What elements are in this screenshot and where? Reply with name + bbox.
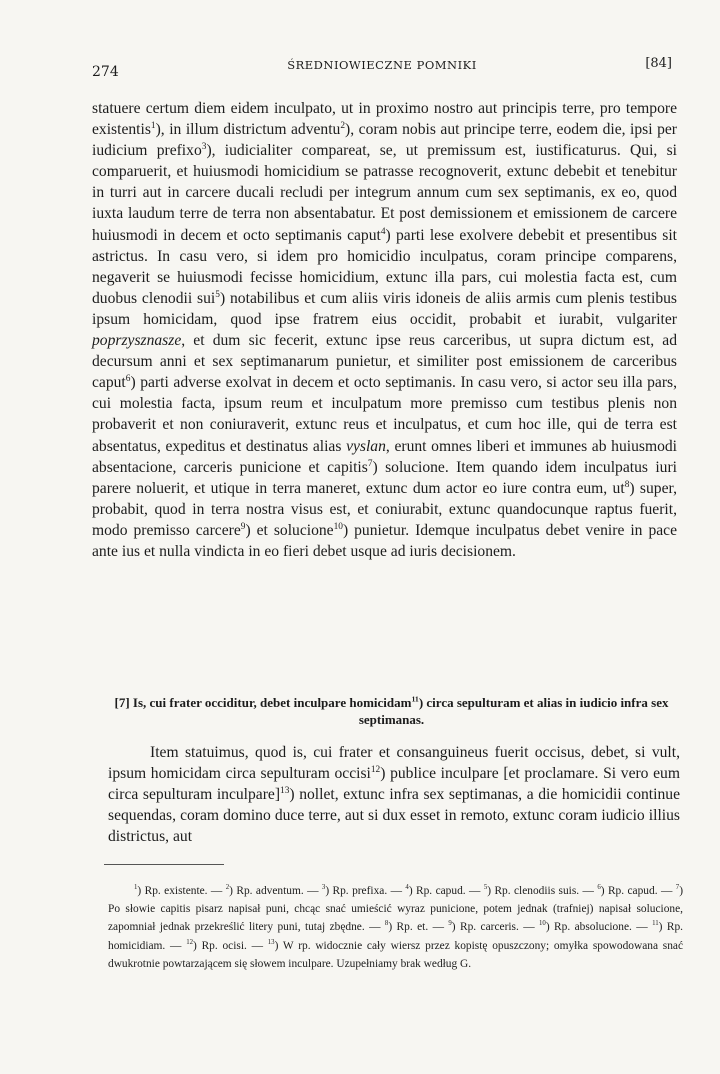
footnote-marker: 6	[597, 884, 601, 892]
footnote-marker: 9	[240, 521, 246, 532]
footnote-marker: 4	[380, 226, 386, 237]
footnote-marker: 8	[624, 479, 630, 490]
footnote-marker: 10	[539, 920, 546, 928]
footnote-marker: 3	[201, 142, 207, 152]
footnote-divider	[104, 864, 224, 865]
footnote-marker: 4	[405, 884, 409, 892]
footnote-marker: 1	[134, 884, 138, 892]
footnote-marker: 12	[186, 938, 194, 946]
original-page-number: [84]	[645, 56, 672, 71]
footnote-marker: 2	[225, 884, 230, 892]
footnote-marker: 9	[448, 920, 452, 928]
footnote-marker: 6	[125, 374, 131, 385]
footnote-marker: 11	[652, 920, 659, 928]
vernacular-term: vyslan	[346, 437, 386, 455]
footnote-marker: 1	[150, 120, 156, 131]
main-paragraph: statuere certum diem eidem inculpato, ut in proximo nostro aut principis terre, pro tempore existentis$^1$), in illum districtum adventu$^2$), coram nobis aut principe terre, eodem die, ipsi per iudicium prefixo$^3$), iudicialiter compareat, se, ut premissum est, iustificaturus. Qui, si comparuerit, et huiusmodi homicidium se patrasse recognoverit, extunc debebit et tenebitur in turri aut in carcere ducali recludi per integrum annum cum sex septimanis, ex eo, quod iuxta laudum terre de terra non absentabatur. Et post demissionem et emissionem de carcere huiusmodi in decem et octo septimanis caput$^4$) parti lese exolvere debebit et presentibus sit astrictus. In casu vero, si idem pro homicidio inculpatus, coram principe comparens, negaverit se huiusmodi fecisse homicidium, extunc illa pars, cui molestia facta est, cum duobus clenodii sui$^5$) notabilibus et cum aliis viris idoneis de aliis armis cum plenis testibus ipsum homicidam, quod ipse fratrem eius occidit, probabit et iurabit, vulgariter poprzysznasze, et dum sic fecerit, extunc ipse reus carceribus, ut supra dictum est, ad decursum anni et sex septimanarum punietur, et similiter post emissionem de carceribus caput$^6$) parti adverse exolvat in decem et octo septimanis. In casu vero, si actor seu illa pars, cui molestia facta, ipsum reum et inculpatum more premisso cum testibus plenis non probaverit et non coniuraverit, extunc reus et inculpatus, et cum hoc ille, qui de terra est absentatus, expeditus et destinatus alias vyslan, erunt omnes liberi et immunes ab huiusmodi absentacione, carceris punicione et capitis$^7$) solucione. Item quando idem inculpatus iuri parere noluerit, et utique in terra maneret, extunc dum actor eo iure contra eum, $ut^8$) super, probabit, quod in terra nostra visus est, et coniurabit, extunc quandocunque raptus fuerit, modo premisso carcere$^9$) et solucione$^{10}$) punietur. Idemque inculpatus debet venire in pace ante ius et nulla vindicta in eo fieri debet usque ad iuris decisionem.	[92, 100, 678, 560]
footnote-marker: 8	[384, 920, 389, 928]
footnote-marker: 3	[321, 884, 326, 892]
footnote-marker: 7	[367, 458, 373, 469]
footnote-marker: 13	[280, 786, 290, 796]
footnote-marker: 2	[340, 120, 346, 131]
footnote-marker: 12	[370, 764, 381, 775]
footnote-marker: 10	[333, 521, 343, 532]
footnote-marker: 7	[675, 884, 680, 892]
page-number: 274	[92, 64, 119, 80]
footnote-marker: 11	[411, 694, 419, 704]
section-text	[108, 742, 680, 847]
vernacular-term: poprzysznasze	[92, 332, 182, 350]
running-title: ŚREDNIOWIECZNE POMNIKI	[287, 58, 477, 72]
main-text	[92, 98, 677, 562]
footnotes	[108, 882, 683, 973]
footnote-marker: 5	[215, 289, 220, 300]
footnote-marker: 13	[267, 938, 275, 946]
page-header	[92, 56, 672, 80]
section-paragraph: Item statuimus, quod is, cui frater et consanguineus fuerit occisus, debet, si vult, ipsum homicidam circa sepulturam occisi$^{12}$) publice inculpare [et proclamare. Si vero eum circa sepulturam inculpare]$^{13}$) nollet, extunc infra sex septimanas, a die homicidii continue sequendas, coram domino duce terre, aut si dux esset in remoto, extunc coram iudicio illius districtus, aut	[108, 744, 680, 846]
section-heading: [7] Is, cui frater occiditur, debet inculpare homicidam$^{11}$) circa sepulturam et alias in iudicio infra sex septimanas.	[114, 694, 669, 727]
footnotes-text: $^1$) Rp. existente. — $^2$) Rp. adventum. — $^3$) Rp. prefixa. — $^4$) Rp. capud. — $^5$) Rp. clenodiis suis. — $^6$) Rp. capud. — $^7$) Po słowie capitis pisarz napisał puni, chcąc snać umieścić wyraz punicione, potem jednak (trafniej) napisał solucione, zapomniał jednak przekreślić litery puni, tutaj zbędne. — $^8$) Rp. et. — $^9$) Rp. carceris. — $^{10}$) Rp. absolucione. — $^{11}$) Rp. homicidiam. — $^{12}$) Rp. ocisi. — $^{13}$) W rp. widocznie cały wiersz przez kopistę opuszczony; omyłka spowodowana snać dwukrotnie powtarzającem się słowem inculpare. Uzupełniamy brak według G.	[108, 884, 683, 970]
footnote-marker: 5	[483, 884, 488, 892]
